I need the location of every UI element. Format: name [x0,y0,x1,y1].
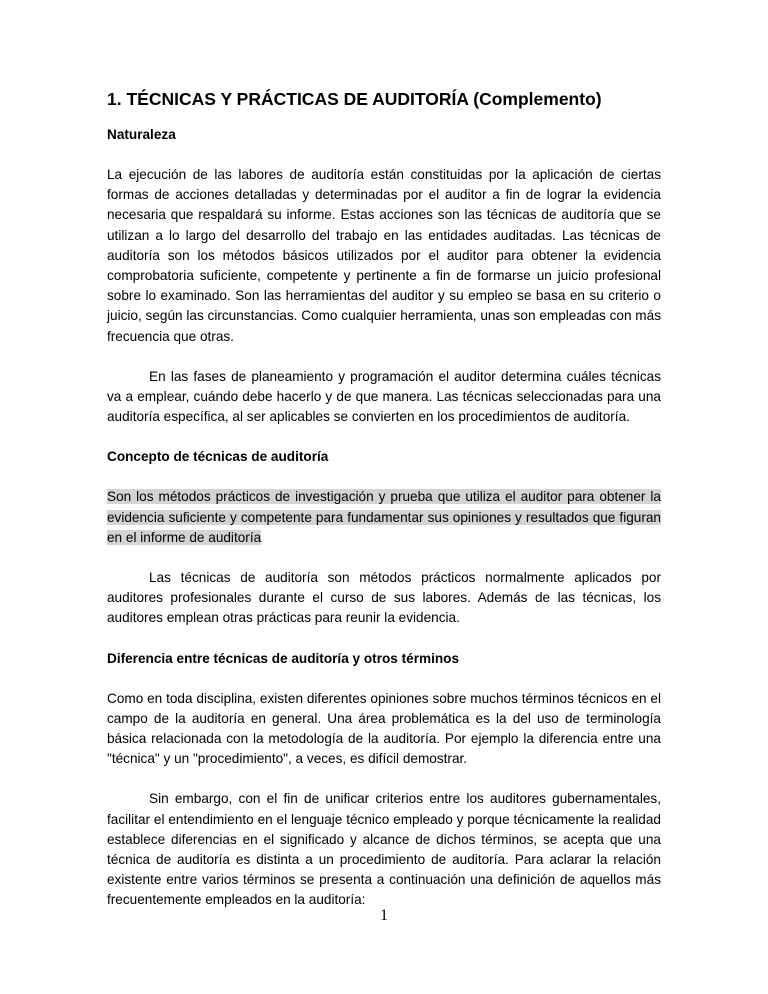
section-heading-concepto: Concepto de técnicas de auditoría [107,449,329,465]
section-heading-naturaleza: Naturaleza [107,127,176,142]
paragraph-naturaleza-2: En las fases de planeamiento y programación el auditor determina cuáles técnicas va a emplear, cuándo debe hacerlo y de que manera. Las técnicas seleccionadas para una auditoría específica, al ser aplicables se convierten en los procedimientos de auditoría. [107,368,661,425]
paragraph-diferencia-1: Como en toda disciplina, existen diferentes opiniones sobre muchos términos técnicos en el campo de la auditoría en general. Una área problemática es la del uso de terminología básica relacionada con la metodología de la auditoría. Por ejemplo la diferencia entre una "técnica" y un "procedimiento", a veces, es difícil demostrar. [107,690,661,767]
page-number: 1 [380,907,388,924]
paragraph-naturaleza-1: La ejecución de las labores de auditoría están constituidas por la aplicación de ciertas formas de acciones detalladas y determinadas por el auditor a fin de lograr la evidencia necesaria que respaldará su informe. Estas acciones son las técnicas de auditoría que se utilizan a lo largo del desarrollo del trabajo en las entidades auditadas. Las técnicas de auditoría son los métodos básicos utilizados por el auditor para obtener la evidencia comprobatoria suficiente, competente y pertinente a fin de formarse un juicio profesional sobre lo examinado. Son las herramientas del auditor y su empleo se basa en su criterio o juicio, según las circunstancias. Como cualquier herramienta, unas son empleadas con más frecuencia que otras. [107,167,661,344]
highlighted-text: Son los métodos prácticos de investigación y prueba que utiliza el auditor para obtener la evidencia suficiente y competente para fundamentar sus opiniones y resultados que figuran en el informe de auditoría [107,489,661,545]
highlighted-definition [107,487,661,548]
document-title: 1. TÉCNICAS Y PRÁCTICAS DE AUDITORÍA (Complemento) [107,89,602,109]
section-heading-diferencia: Diferencia entre técnicas de auditoría y otros términos [107,650,460,666]
document-page [107,86,661,911]
paragraph-concepto-1: Las técnicas de auditoría son métodos prácticos normalmente aplicados por auditores profesionales durante el curso de sus labores. Además de las técnicas, los auditores emplean otras prácticas para reunir la evidencia. [107,570,661,626]
paragraph-diferencia-2: Sin embargo, con el fin de unificar criterios entre los auditores gubernamentales, facilitar el entendimiento en el lenguaje técnico empleado y porque técnicamente la realidad establece diferencias en el significado y alcance de dichos términos, se acepta que una técnica de auditoría es distinta a un procedimiento de auditoría. Para aclarar la relación existente entre varios términos se presenta a continuación una definición de aquellos más frecuentemente empleados en la auditoría: [107,791,661,908]
